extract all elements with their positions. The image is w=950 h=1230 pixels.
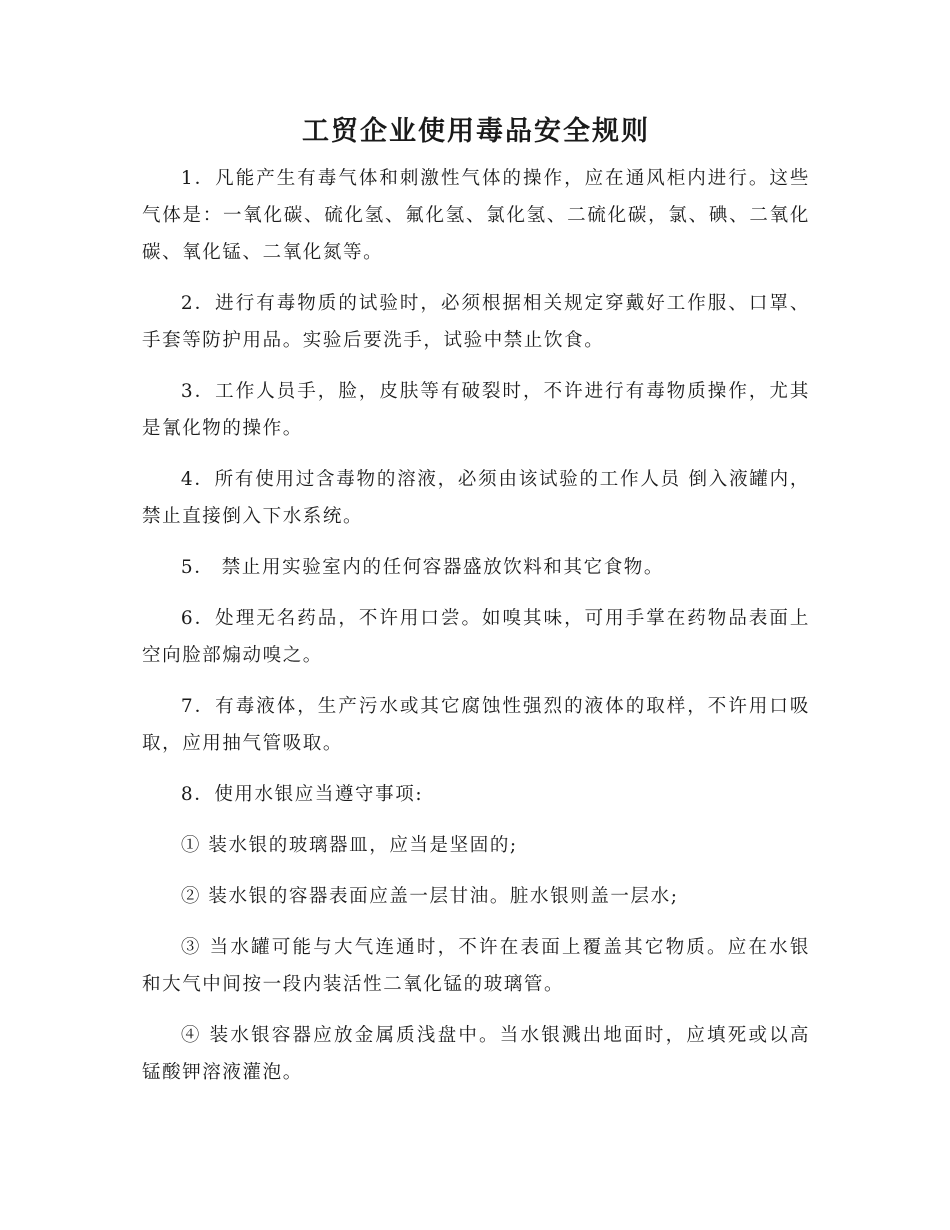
rule-paragraph-7: 7．有毒液体，生产污水或其它腐蚀性强烈的液体的取样，不许用口吸取，应用抽气管吸取。 — [142, 696, 810, 754]
rule-paragraph-5: 5． 禁止用实验室内的任何容器盛放饮料和其它食物。 — [180, 557, 664, 578]
rule-paragraph-1: 1．凡能产生有毒气体和刺激性气体的操作，应在通风柜内进行。这些气体是：一氧化碳、硫化氢、氟化氢、氯化氢、二硫化碳，氯、碘、二氧化碳、氧化锰、二氧化氮等。 — [142, 168, 810, 263]
rule-paragraph-3: 3．工作人员手，脸，皮肤等有破裂时，不许进行有毒物质操作，尤其是氰化物的操作。 — [142, 381, 810, 439]
mercury-item-4: ④ 装水银容器应放金属质浅盘中。当水银溅出地面时，应填死或以高锰酸钾溶液灌泡。 — [142, 1025, 810, 1083]
mercury-item-1: ① 装水银的玻璃器皿，应当是坚固的; — [180, 835, 518, 856]
mercury-item-2: ② 装水银的容器表面应盖一层甘油。脏水银则盖一层水; — [180, 886, 679, 907]
rule-paragraph-4: 4．所有使用过含毒物的溶液，必须由该试验的工作人员 倒入液罐内，禁止直接倒入下水系统。 — [142, 469, 810, 527]
document-title: 工贸企业使用毒品安全规则 — [302, 116, 650, 147]
rule-paragraph-2: 2．进行有毒物质的试验时，必须根据相关规定穿戴好工作服、口罩、手套等防护用品。实验后要洗手，试验中禁止饮食。 — [142, 293, 810, 351]
rule-paragraph-6: 6．处理无名药品，不许用口尝。如嗅其味，可用手掌在药物品表面上空向脸部煽动嗅之。 — [142, 608, 810, 666]
rule-paragraph-8: 8．使用水银应当遵守事项: — [180, 784, 424, 805]
document-page — [142, 112, 810, 1105]
mercury-item-3: ③ 当水罐可能与大气连通时，不许在表面上覆盖其它物质。应在水银和大气中间按一段内装活性二氧化锰的玻璃管。 — [142, 937, 810, 995]
